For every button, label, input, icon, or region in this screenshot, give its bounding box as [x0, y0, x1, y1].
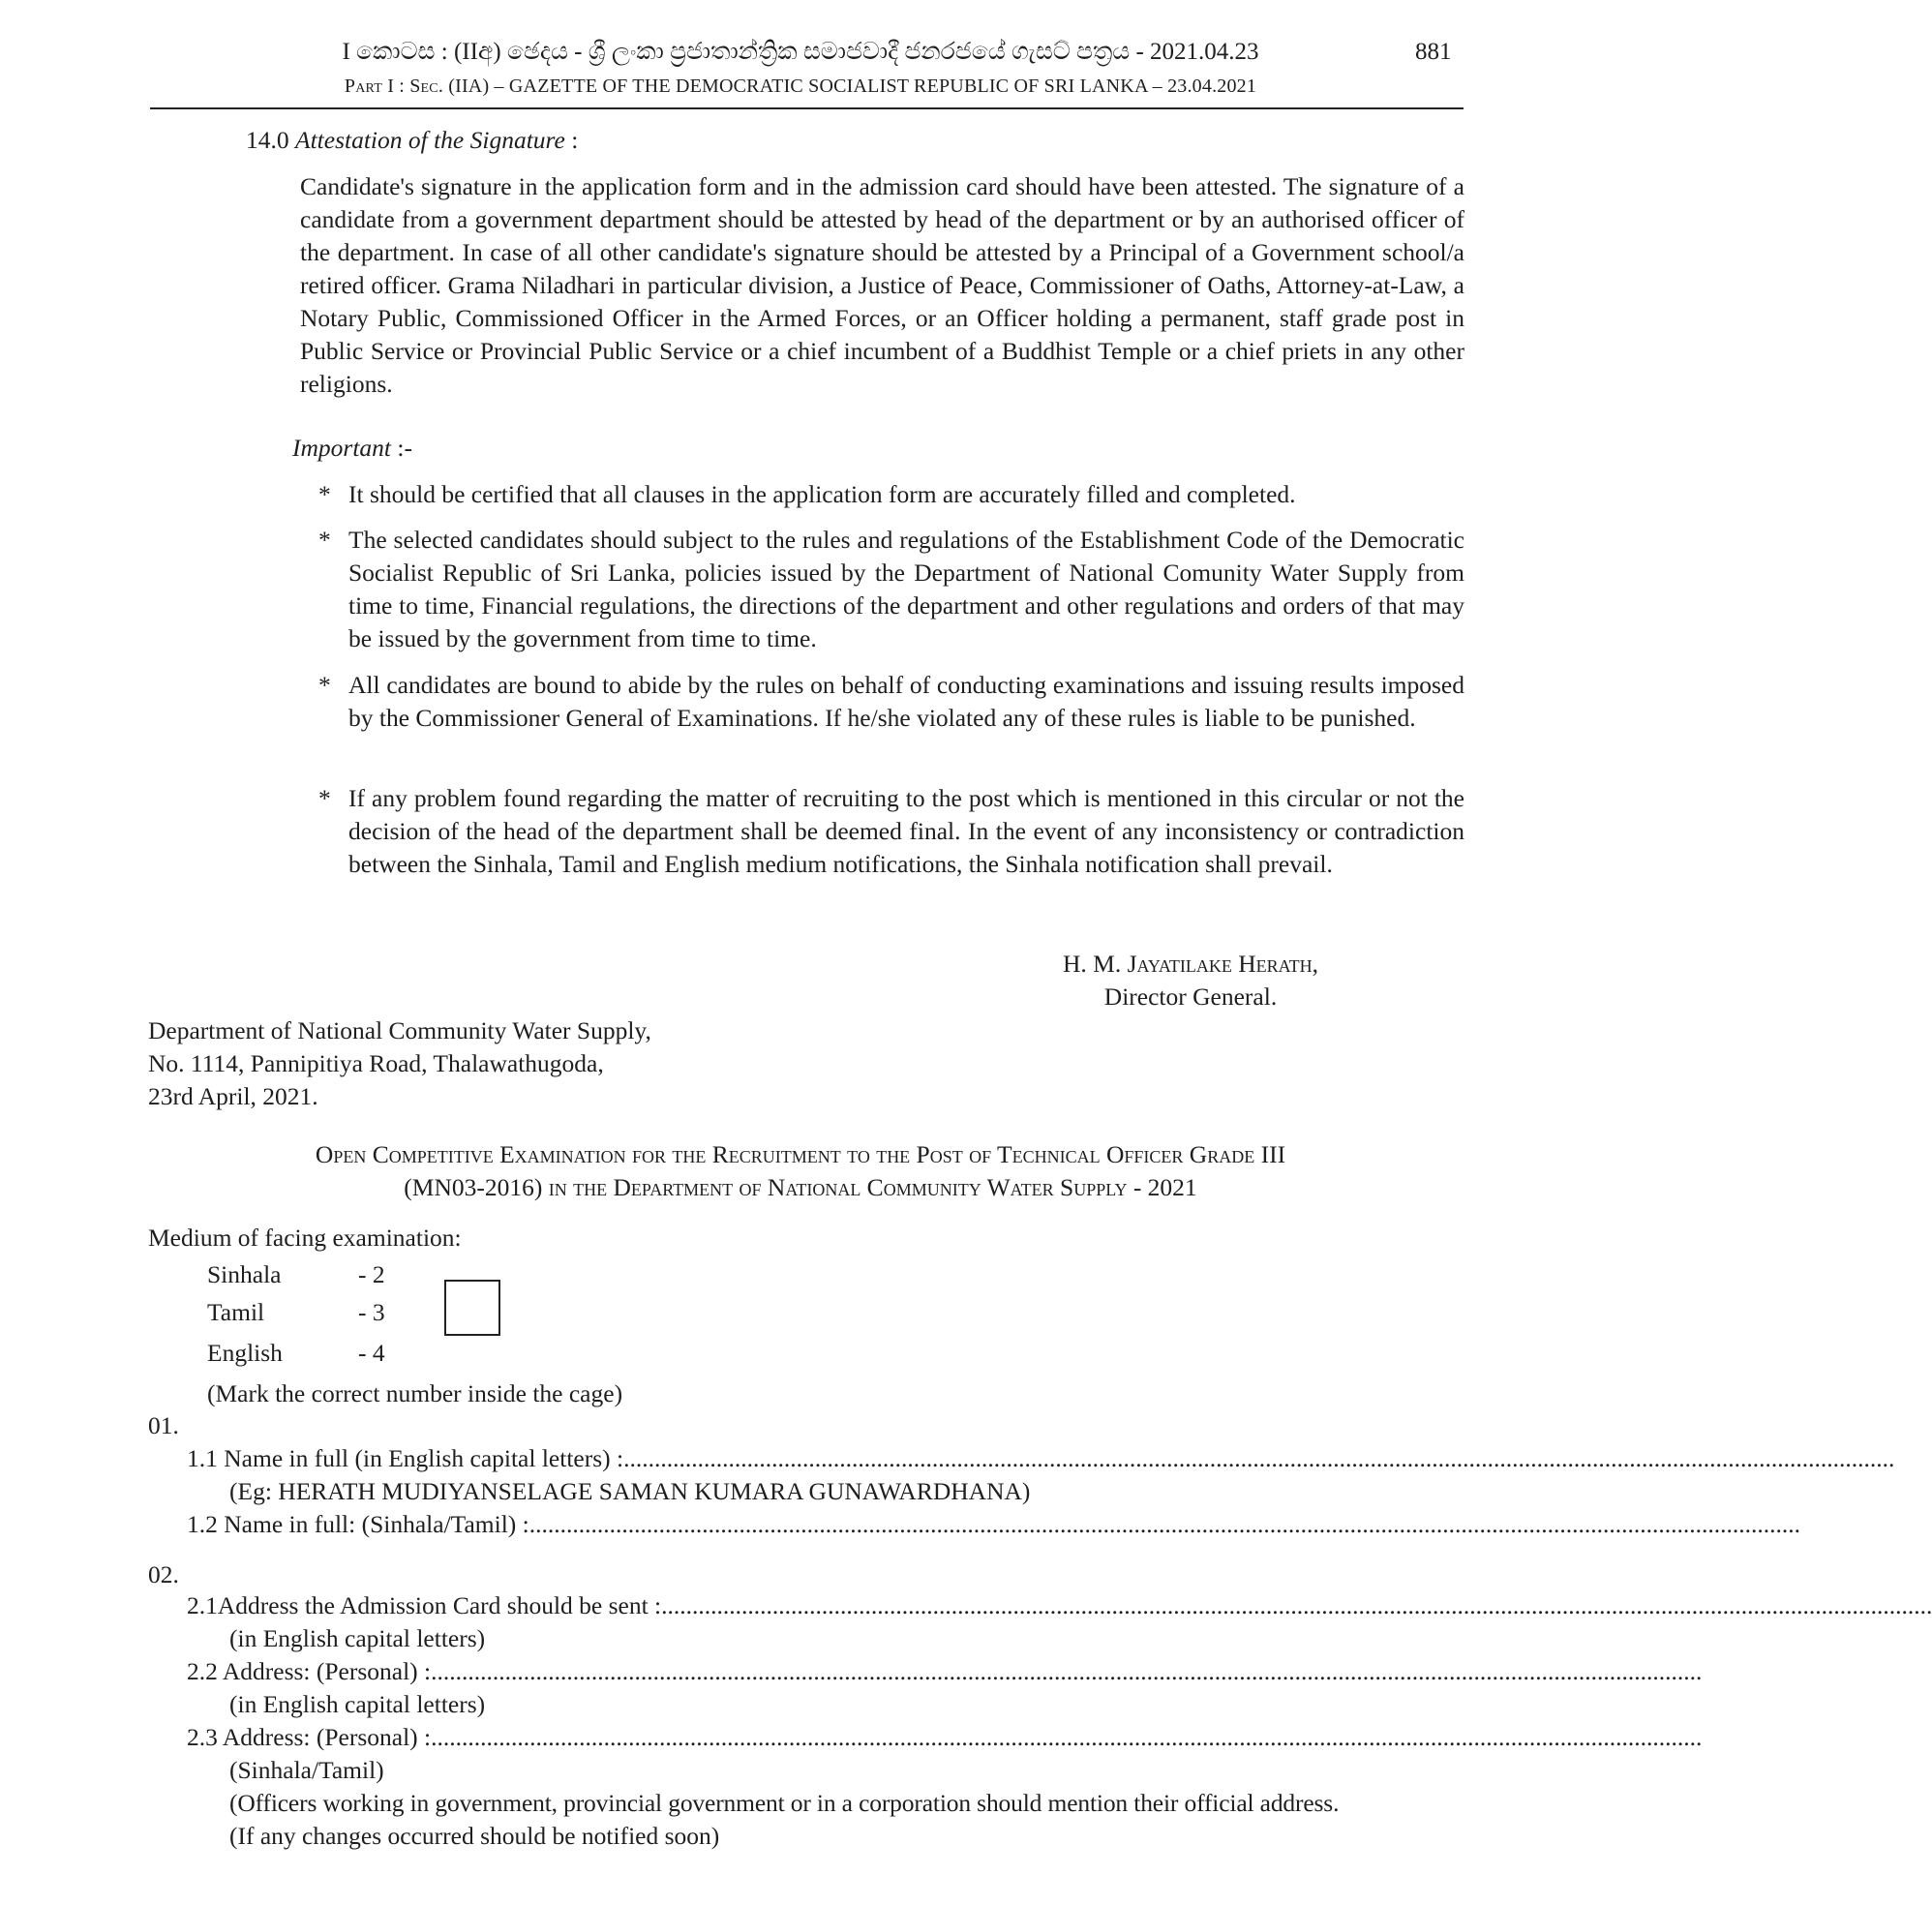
field-label: 2.3 Address: (Personal) : — [187, 1723, 432, 1751]
officers-note: (Officers working in government, provincial government or in a corporation should mention their official address. — [229, 1789, 1340, 1817]
medium-option-code: - 2 — [358, 1260, 385, 1288]
medium-instruction: (Mark the correct number inside the cage) — [207, 1379, 623, 1407]
personal-address-english-field[interactable] — [187, 1655, 1703, 1688]
medium-number-box[interactable] — [444, 1280, 500, 1336]
dotted-line: .............................................................................................................................................................................................................. — [431, 1657, 1703, 1685]
section-14-heading — [246, 124, 578, 157]
medium-option-code: - 4 — [358, 1339, 385, 1367]
section-14-body: Candidate's signature in the application form and in the admission card should have been attested. The signature of a candidate from a government department should be attested by head of the department or by an authorised officer of the department. In case of all other candidate's signature should be attested by a Principal of a Government school/a retired officer. Grama Niladhari in particular division, a Justice of Peace, Commissioner of Oaths, Attorney-at-Law, a Notary Public, Commissioned Officer in the Armed Forces, or an Officer holding a permanent, staff grade post in Public Service or Provincial Public Service or a chief incumbent of a Buddhist Temple or a chief priets in any other religions. — [300, 172, 1464, 398]
section-title: Attestation of the Signature — [295, 126, 565, 154]
address-line: Department of National Community Water Supply, — [148, 1016, 651, 1044]
field-label: 2.2 Address: (Personal) : — [187, 1657, 432, 1685]
field-label: 1.1 Name in full (in English capital letters) : — [187, 1444, 624, 1472]
personal-address-sinhala-tamil-field[interactable] — [187, 1721, 1703, 1754]
important-item: The selected candidates should subject to the rules and regulations of the Establishment Code of the Democratic Socialist Republic of Sri Lanka, policies issued by the Department of National Comunity Water Supply from time to time, Financial regulations, the directions of the department and other regulations and orders of that may be issued by the government from time to time. — [348, 526, 1464, 652]
important-suffix: :- — [391, 434, 412, 462]
bullet-star: * — [318, 480, 331, 508]
dotted-line: .............................................................................................................................................................................................................. — [528, 1510, 1800, 1538]
field-note: (Sinhala/Tamil) — [229, 1756, 384, 1784]
signatory-title: Director General. — [1103, 983, 1278, 1011]
field-note: (in English capital letters) — [229, 1690, 486, 1718]
medium-option-name: English — [207, 1339, 283, 1367]
address-date: 23rd April, 2021. — [148, 1082, 318, 1110]
header-rule — [150, 107, 1464, 109]
bullet-star: * — [318, 526, 331, 554]
signatory-name: H. M. Jayatilake Herath, — [1062, 950, 1318, 978]
section-title-suffix: : — [564, 126, 579, 154]
address-line: No. 1114, Pannipitiya Road, Thalawathugoda, — [148, 1049, 604, 1077]
dotted-line: .............................................................................................................................................................................................................. — [623, 1444, 1895, 1472]
medium-option-name: Tamil — [207, 1298, 265, 1326]
bullet-star: * — [318, 784, 331, 812]
gazette-header-english: Part I : Sec. (IIA) – GAZETTE OF THE DEMOCRATIC SOCIALIST REPUBLIC OF SRI LANKA – 23.04.2021 — [344, 76, 1257, 97]
changes-note: (If any changes occurred should be notified soon) — [229, 1822, 720, 1850]
section-number: 14.0 — [246, 126, 289, 154]
form-title-line2: (MN03-2016) in the Department of National Community Water Supply - 2021 — [404, 1173, 1197, 1201]
gazette-header-sinhala: I කොටස : (IIඅ) ඡෙදය - ශ්‍රී ලංකා ප්‍රජාතාන්ත්‍රික සමාජවාදී ජනරජයේ ගැසට් පත්‍රය - 2021.04.23 — [342, 39, 1259, 65]
name-full-english-field[interactable] — [187, 1442, 1895, 1475]
name-full-sinhala-tamil-field[interactable] — [187, 1508, 1800, 1541]
admission-card-address-field[interactable] — [187, 1589, 1932, 1622]
question-number: 02. — [148, 1560, 179, 1588]
dotted-line: .............................................................................................................................................................................................................. — [431, 1723, 1703, 1751]
question-number: 01. — [148, 1411, 179, 1439]
field-label: 2.1Address the Admission Card should be sent : — [187, 1591, 662, 1619]
form-title-line1: Open Competitive Examination for the Recruitment to the Post of Technical Officer Grade III — [315, 1140, 1286, 1168]
medium-label: Medium of facing examination: — [148, 1224, 462, 1252]
important-heading — [292, 432, 412, 465]
dotted-line: .............................................................................................................................................................................................................. — [661, 1591, 1932, 1619]
important-item: It should be certified that all clauses in the application form are accurately filled and completed. — [348, 480, 1296, 508]
page-number: 881 — [1415, 39, 1452, 65]
medium-option-code: - 3 — [358, 1298, 385, 1326]
medium-option-name: Sinhala — [207, 1260, 282, 1288]
important-item: All candidates are bound to abide by the rules on behalf of conducting examinations and issuing results imposed by the Commissioner General of Examinations. If he/she violated any of these rules is liable to be punished. — [348, 671, 1464, 732]
field-label: 1.2 Name in full: (Sinhala/Tamil) : — [187, 1510, 529, 1538]
field-note: (in English capital letters) — [229, 1624, 486, 1652]
important-item: If any problem found regarding the matter of recruiting to the post which is mentioned in this circular or not the decision of the head of the department shall be deemed final. In the event of any inconsistency or contradiction between the Sinhala, Tamil and English medium notifications, the Sinhala notification shall prevail. — [348, 784, 1464, 878]
important-label: Important — [292, 434, 391, 462]
name-example: (Eg: HERATH MUDIYANSELAGE SAMAN KUMARA GUNAWARDHANA) — [229, 1477, 1031, 1505]
bullet-star: * — [318, 671, 331, 699]
